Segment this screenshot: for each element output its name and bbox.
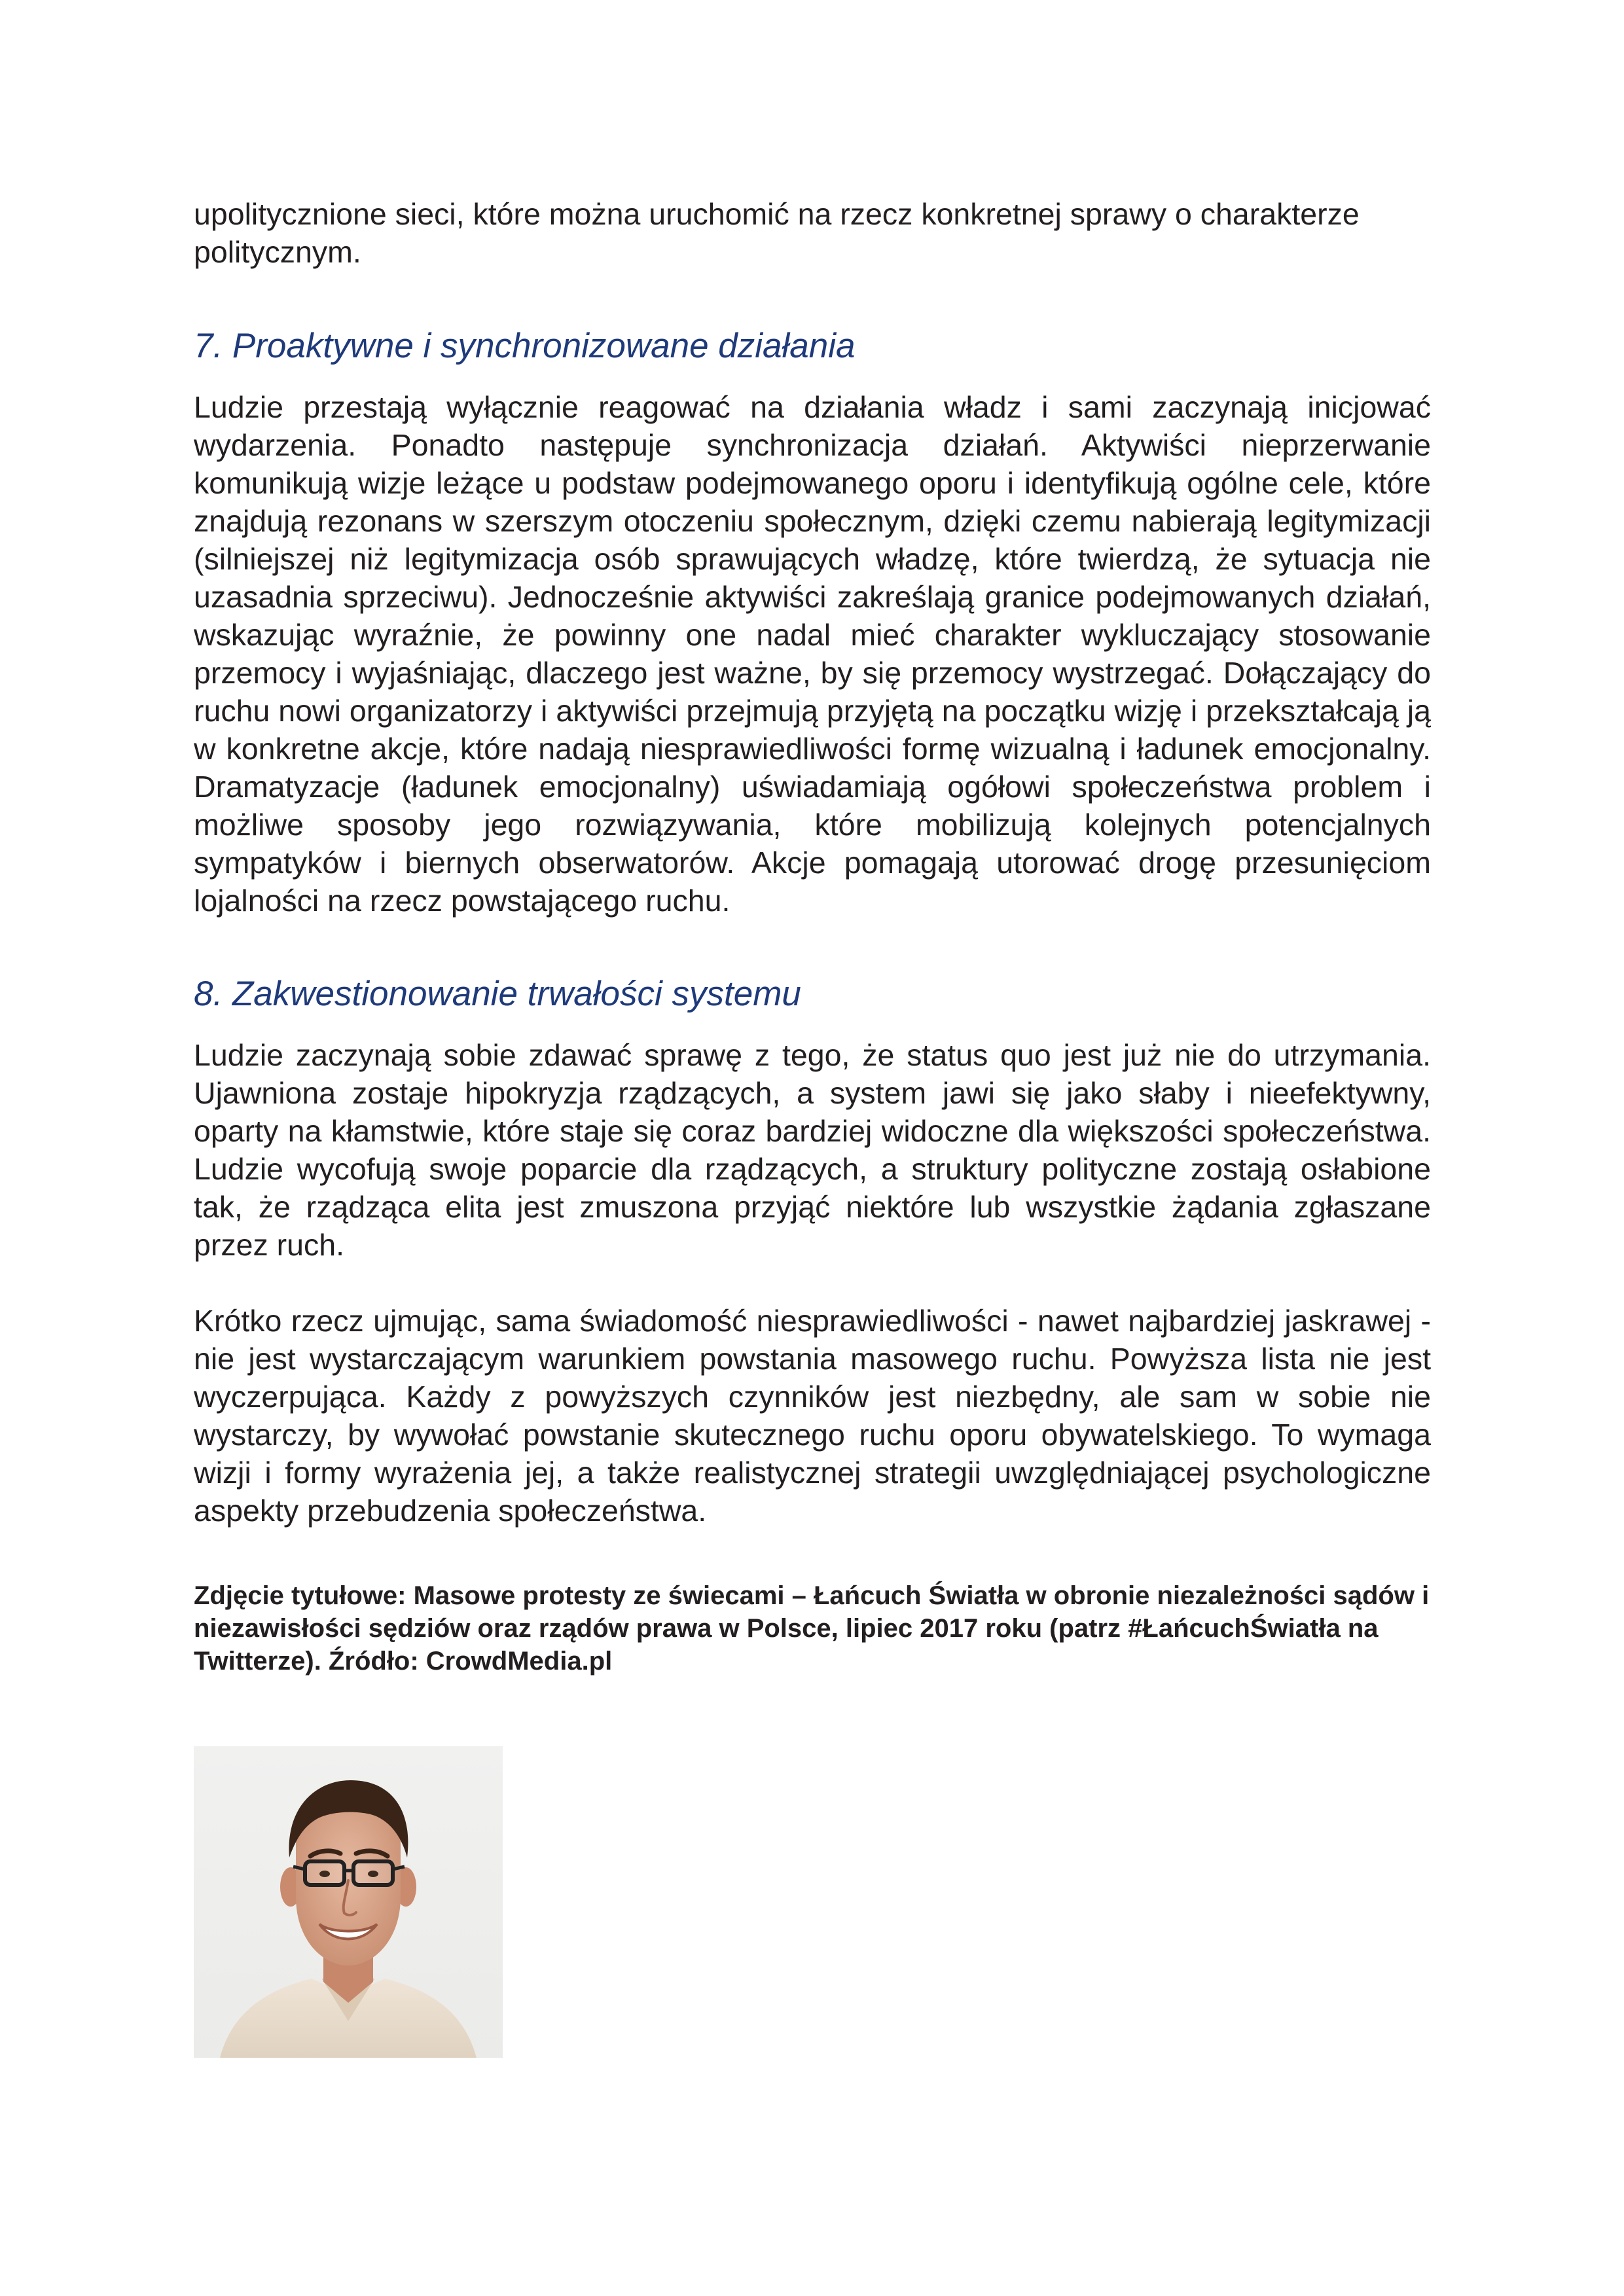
document-page <box>194 195 1431 1677</box>
section-7-paragraph: Ludzie przestają wyłącznie reagować na działania władz i sami zaczynają inicjować wydarzenia. Ponadto następuje synchronizacja działań. Aktywiści nieprzerwanie komunikują wizje leżące u podstaw podejmowanego oporu i identyfikują ogólne cele, które znajdują rezonans w szerszym otoczeniu społecznym, dzięki czemu nabierają legitymizacji (silniejszej niż legitymizacja osób sprawujących władzę, które twierdzą, że sytuacja nie uzasadnia sprzeciwu). Jednocześnie aktywiści zakreślają granice podejmowanych działań, wskazując wyraźnie, że powinny one nadal mieć charakter wykluczający stosowanie przemocy i wyjaśniając, dlaczego jest ważne, by się przemocy wystrzegać. Dołączający do ruchu nowi organizatorzy i aktywiści przejmują przyjętą na początku wizję i przekształcają ją w konkretne akcje, które nadają niesprawiedliwości formę wizualną i ładunek emocjonalny. Dramatyzacje (ładunek emocjonalny) uświadamiają ogółowi społeczeństwa problem i możliwe sposoby jego rozwiązywania, które mobilizują kolejnych potencjalnych sympatyków i biernych obserwatorów. Akcje pomagają utorować drogę przesunięciom lojalności na rzecz powstającego ruchu. <box>194 390 1431 918</box>
section-8-paragraph: Ludzie zaczynają sobie zdawać sprawę z tego, że status quo jest już nie do utrzymania. Ujawniona zostaje hipokryzja rządzących, a system jawi się jako słaby i nieefektywny, oparty na kłamstwie, które staje się coraz bardziej widoczne dla większości społeczeństwa. Ludzie wycofują swoje poparcie dla rządzących, a struktury polityczne zostają osłabione tak, że rządząca elita jest zmuszona przyjąć niektóre lub wszystkie żądania zgłaszane przez ruch. <box>194 1038 1431 1262</box>
author-photo <box>194 1746 503 2058</box>
section-7-heading: 7. Proaktywne i synchronizowane działania <box>194 327 856 365</box>
intro-paragraph: upolitycznione sieci, które można uruchomić na rzecz konkretnej sprawy o charakterze politycznym. <box>194 197 1360 269</box>
summary-paragraph: Krótko rzecz ujmując, sama świadomość niesprawiedliwości - nawet najbardziej jaskrawej - nie jest wystarczającym warunkiem powstania masowego ruchu. Powyższa lista nie jest wyczerpująca. Każdy z powyższych czynników jest niezbędny, ale sam w sobie nie wystarczy, by wywołać powstanie skutecznego ruchu oporu obywatelskiego. To wymaga wizji i formy wyrażenia jej, a także realistycznej strategii uwzględniającej psychologiczne aspekty przebudzenia społeczeństwa. <box>194 1304 1431 1528</box>
section-8-heading: 8. Zakwestionowanie trwałości systemu <box>194 975 801 1013</box>
author-portrait-image <box>194 1746 503 2058</box>
photo-caption: Zdjęcie tytułowe: Masowe protesty ze świecami – Łańcuch Światła w obronie niezależności sądów i niezawisłości sędziów oraz rządów prawa w Polsce, lipiec 2017 roku (patrz #ŁańcuchŚwiatła na Twitterze). Źródło: CrowdMedia.pl <box>194 1581 1430 1676</box>
